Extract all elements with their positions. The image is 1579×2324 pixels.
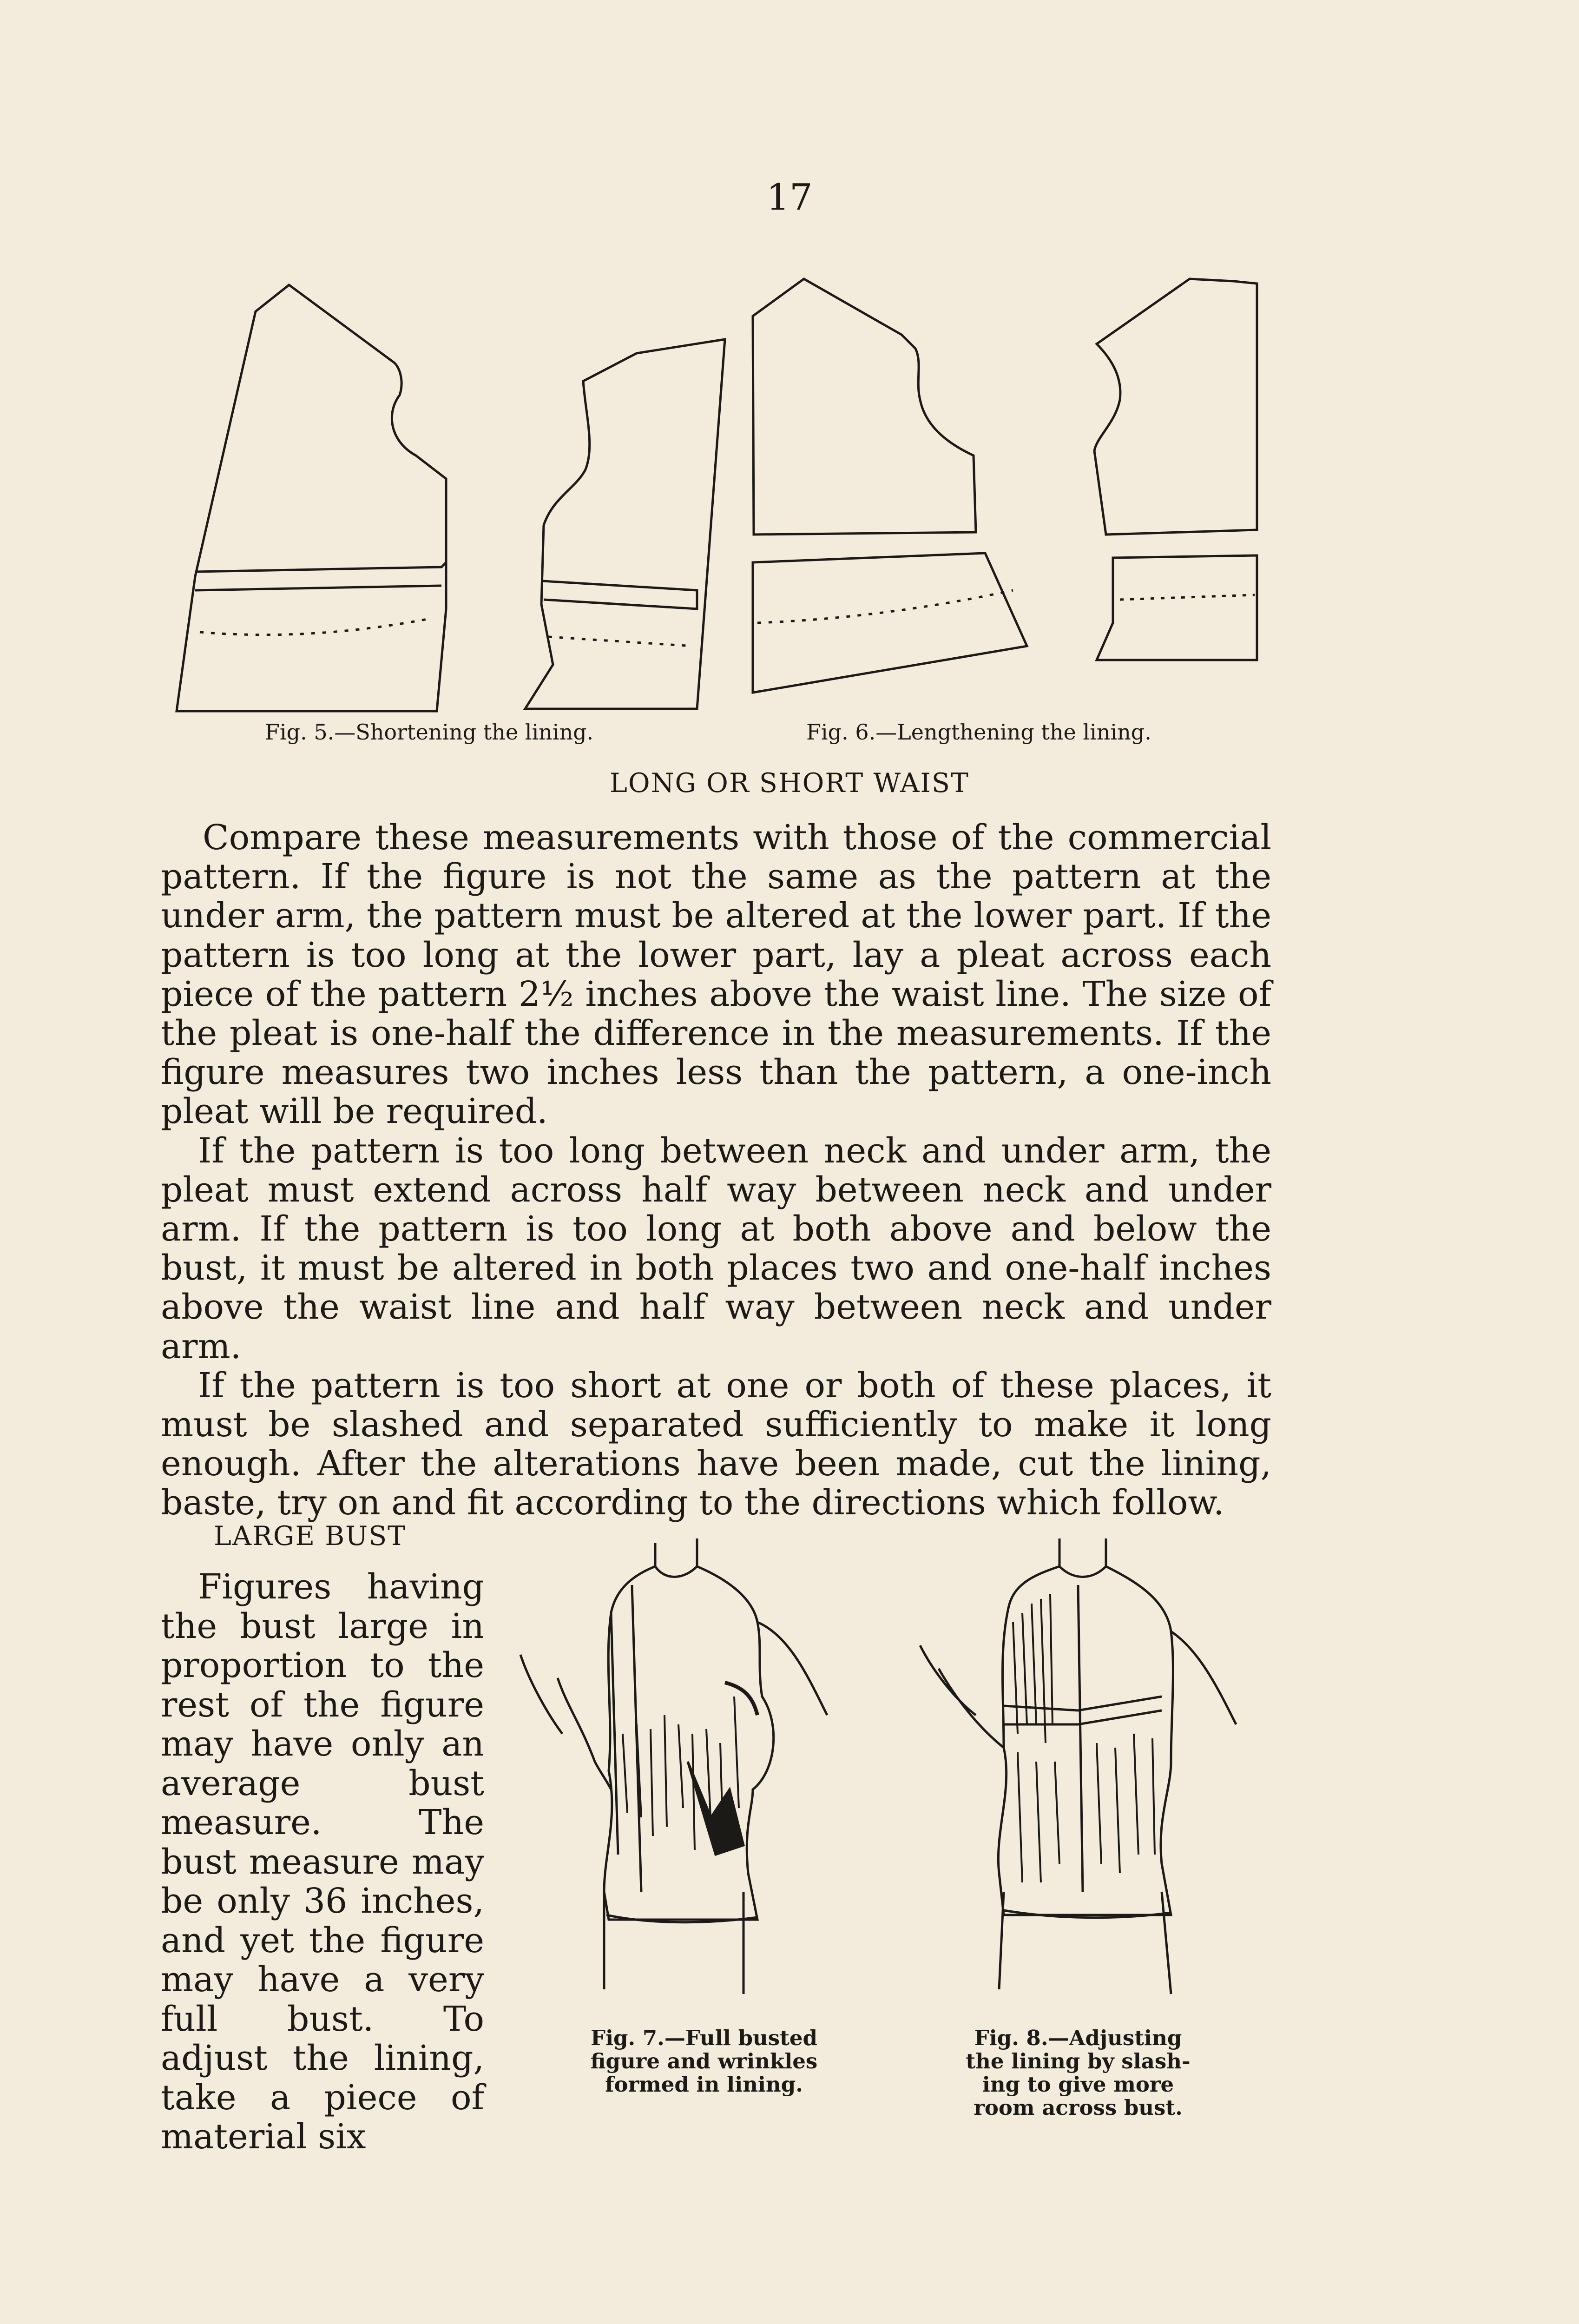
page-number: 17 [766, 177, 813, 218]
paragraph-2: If the pattern is too long between neck and under arm, the pleat must extend across half way between neck and under arm. If the pattern is too long at both above and below the bust, it must be altered in both places two and one-half inches above the waist line and half way between neck and under arm. [161, 1130, 1271, 1367]
large-bust-paragraph: Figures having the bust large in proportion to the rest of the figure may have only an average bust measure. The bust measure may be only 36 inches, and yet the figure may have a very full bust. To adjust the lining, take a piece of material six [161, 1567, 484, 2157]
fig5-caption: Fig. 5.—Shortening the lining. [265, 720, 594, 745]
paragraph-3: If the pattern is too short at one or both of these places, it must be slashed and separated sufficiently to make it long enough. After the alterations have been made, cut the lining, baste, try on and fit according to the directions which follow. [161, 1365, 1271, 1523]
fig5-pattern-drawing [172, 274, 743, 720]
section-heading-large-bust: LARGE BUST [214, 1521, 407, 1552]
fig7-bodice-drawing [511, 1529, 864, 2013]
fig8-bodice-drawing [911, 1529, 1255, 2013]
fig8-caption: Fig. 8.—Adjusting the lining by slash- ing to give more room across bust. [966, 2026, 1191, 2120]
fig6-caption: Fig. 6.—Lengthening the lining. [806, 720, 1151, 745]
fig6-pattern-drawing [743, 274, 1269, 706]
paragraph-1: Compare these measurements with those of the commercial pattern. If the figure is not the same as the pattern at the under arm, the pattern must be altered at the lower part. If the pattern is too long at the lower part, lay a pleat across each piece of the pattern 2½ inches above the waist line. The size of the pleat is one-half the difference in the measurements. If the figure measures two inches less than the pattern, a one-inch pleat will be required. [161, 818, 1271, 1132]
body-text [161, 818, 1271, 1523]
fig7-caption: Fig. 7.—Full busted figure and wrinkles formed in lining. [590, 2026, 818, 2097]
section-heading-long-or-short-waist: LONG OR SHORT WAIST [610, 768, 969, 799]
